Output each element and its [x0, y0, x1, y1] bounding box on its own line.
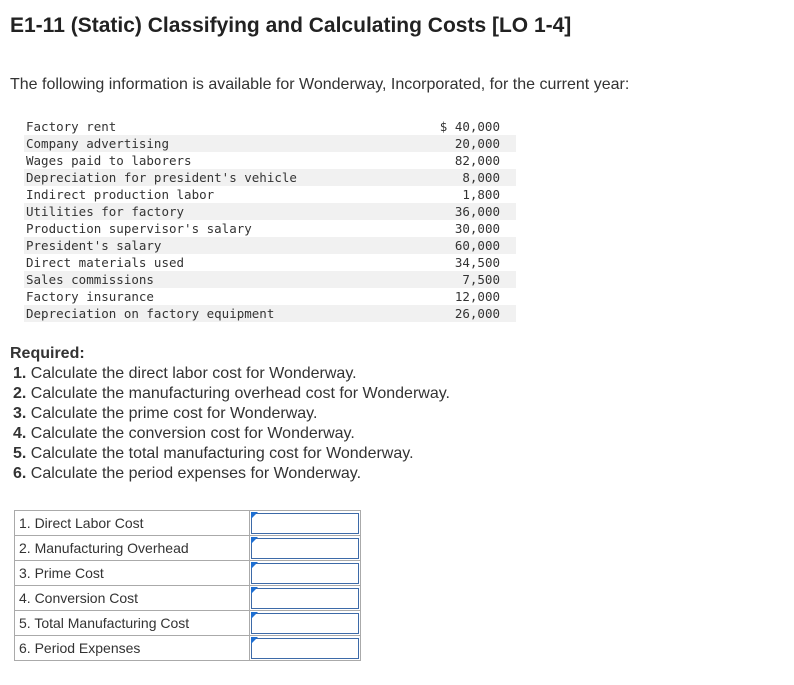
- cost-item-amount: 60,000: [407, 237, 516, 254]
- answer-cell: [250, 611, 361, 636]
- required-item-number: 1.: [13, 365, 27, 382]
- table-row: [24, 186, 516, 203]
- answer-label: 6. Period Expenses: [15, 636, 250, 661]
- required-item-text: Calculate the direct labor cost for Wonderway.: [30, 365, 357, 382]
- table-row: [24, 254, 516, 271]
- cost-item-label: Depreciation on factory equipment: [24, 305, 407, 322]
- cost-item-amount: 8,000: [407, 169, 516, 186]
- cost-item-amount: 34,500: [454, 255, 500, 270]
- table-row: [24, 152, 516, 169]
- required-item-text: Calculate the total manufacturing cost for Wonderway.: [30, 445, 414, 462]
- table-row: [24, 135, 516, 152]
- cost-item-label: Indirect production labor: [26, 187, 215, 202]
- answer-flag-icon: [251, 637, 258, 644]
- conversion-cost-input[interactable]: [251, 588, 359, 609]
- direct-labor-cost-input[interactable]: [251, 513, 359, 534]
- answer-cell: [250, 561, 361, 586]
- answer-row: [15, 536, 361, 561]
- cost-item-amount: 82,000: [454, 153, 500, 168]
- cost-item-label: Depreciation for president's vehicle: [24, 169, 407, 186]
- table-row: [24, 220, 516, 237]
- required-item-text: Calculate the prime cost for Wonderway.: [30, 405, 318, 422]
- required-item-number: 2.: [13, 385, 27, 402]
- answer-label: 4. Conversion Cost: [15, 586, 250, 611]
- cost-item-label: Sales commissions: [24, 271, 407, 288]
- required-item: [13, 444, 450, 464]
- manufacturing-overhead-input[interactable]: [251, 538, 359, 559]
- cost-item-label: Company advertising: [24, 135, 407, 152]
- required-item-number: 5.: [13, 445, 27, 462]
- cost-item-amount: 36,000: [407, 203, 516, 220]
- answer-flag-icon: [251, 512, 258, 519]
- intro-text: The following information is available for Wonderway, Incorporated, for the current year:: [10, 76, 630, 93]
- table-row: [24, 237, 516, 254]
- cost-item-amount: 20,000: [407, 135, 516, 152]
- cost-item-amount: 12,000: [454, 289, 500, 304]
- page-title: E1-11 (Static) Classifying and Calculating Costs [LO 1-4]: [10, 14, 572, 37]
- cost-item-label: Utilities for factory: [24, 203, 407, 220]
- required-item-text: Calculate the period expenses for Wonderway.: [30, 465, 362, 482]
- required-item: [13, 424, 450, 444]
- answer-row: [15, 636, 361, 661]
- cost-item-label: Direct materials used: [26, 255, 185, 270]
- required-item-number: 6.: [13, 465, 27, 482]
- cost-item-amount: 30,000: [454, 221, 500, 236]
- required-heading: Required:: [10, 345, 85, 362]
- cost-item-amount: 7,500: [407, 271, 516, 288]
- answer-row: [15, 511, 361, 536]
- required-section: [10, 345, 450, 484]
- cost-item-amount: 1,800: [462, 187, 500, 202]
- answer-label: 3. Prime Cost: [15, 561, 250, 586]
- required-item: [13, 464, 450, 484]
- answer-cell: [250, 536, 361, 561]
- answer-cell: [250, 586, 361, 611]
- required-item-number: 3.: [13, 405, 27, 422]
- required-item: [13, 384, 450, 404]
- table-row: [24, 271, 516, 288]
- answer-cell: [250, 511, 361, 536]
- answer-row: [15, 561, 361, 586]
- cost-item-label: Factory rent: [26, 119, 117, 134]
- table-row: [24, 169, 516, 186]
- cost-item-amount: $ 40,000: [439, 119, 500, 134]
- cost-item-label: Factory insurance: [26, 289, 154, 304]
- cost-item-amount: 26,000: [407, 305, 516, 322]
- total-manufacturing-cost-input[interactable]: [251, 613, 359, 634]
- answer-flag-icon: [251, 612, 258, 619]
- cost-data-table: [24, 118, 516, 322]
- answer-label: 1. Direct Labor Cost: [15, 511, 250, 536]
- required-item-text: Calculate the conversion cost for Wonderway.: [30, 425, 355, 442]
- answer-flag-icon: [251, 562, 258, 569]
- required-item-text: Calculate the manufacturing overhead cost for Wonderway.: [30, 385, 450, 402]
- cost-item-label: President's salary: [24, 237, 407, 254]
- answer-cell: [250, 636, 361, 661]
- answer-label: 5. Total Manufacturing Cost: [15, 611, 250, 636]
- answer-flag-icon: [251, 537, 258, 544]
- table-row: [24, 118, 516, 135]
- answer-row: [15, 611, 361, 636]
- required-item: [13, 404, 450, 424]
- answer-label: 2. Manufacturing Overhead: [15, 536, 250, 561]
- table-row: [24, 203, 516, 220]
- cost-item-label: Wages paid to laborers: [26, 153, 192, 168]
- period-expenses-input[interactable]: [251, 638, 359, 659]
- prime-cost-input[interactable]: [251, 563, 359, 584]
- cost-item-label: Production supervisor's salary: [26, 221, 252, 236]
- answer-row: [15, 586, 361, 611]
- answer-flag-icon: [251, 587, 258, 594]
- required-item: [13, 364, 450, 384]
- table-row: [24, 305, 516, 322]
- required-item-number: 4.: [13, 425, 27, 442]
- answer-table: [14, 510, 361, 661]
- table-row: [24, 288, 516, 305]
